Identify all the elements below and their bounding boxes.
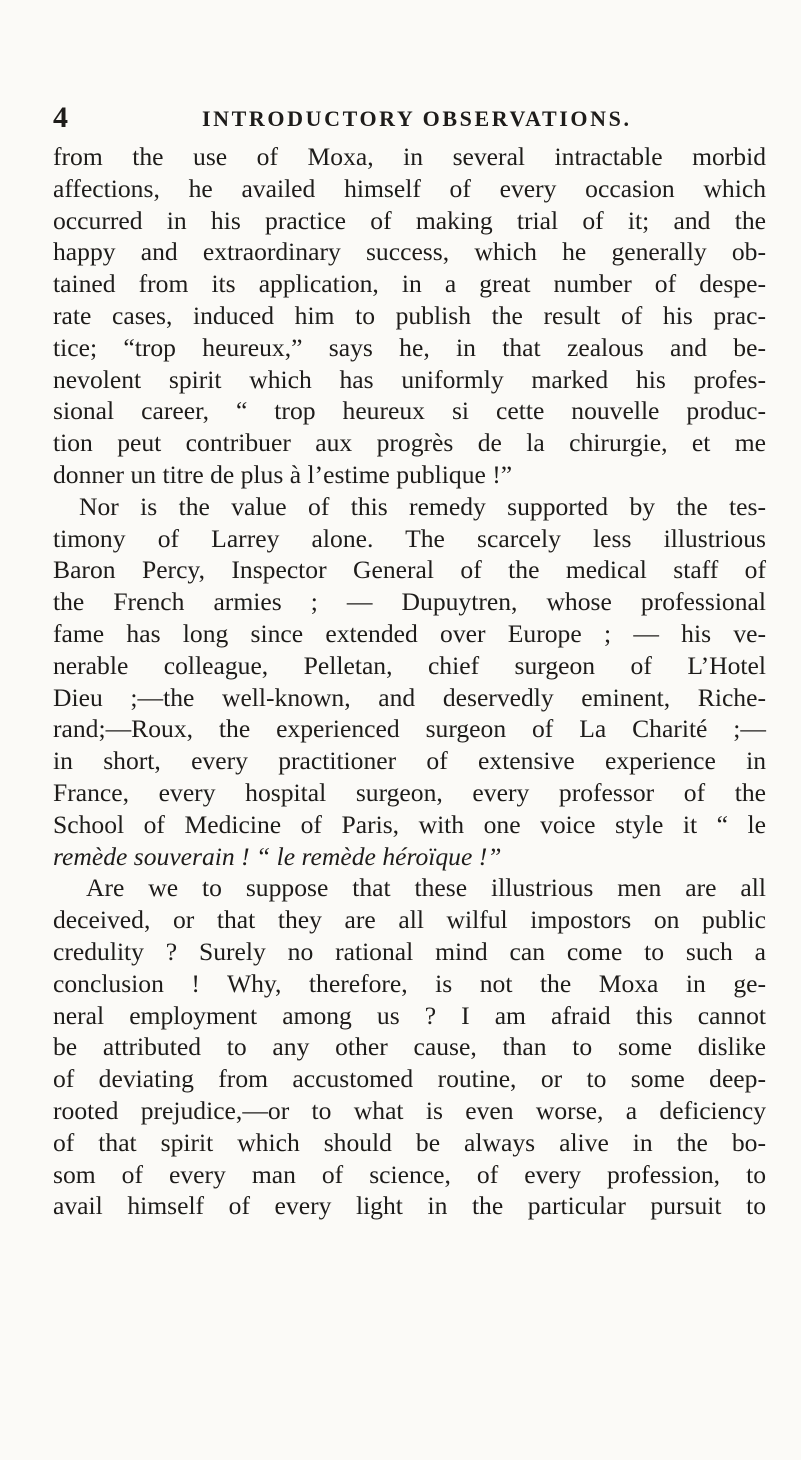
text-line: tice; “trop heureux,” says he, in that zealous and be- (53, 332, 766, 362)
text-line: tained from its application, in a great number of despe- (53, 269, 766, 299)
text-line: rand;—Roux, the experienced surgeon of La Charité ;— (53, 714, 766, 744)
paragraph-end-line: donner un titre de plus à l’estime publique !” (53, 459, 513, 489)
text-line: of deviating from accustomed routine, or to some deep- (53, 1064, 766, 1094)
text-line: occurred in his practice of making trial of it; and the (53, 205, 766, 235)
text-line: in short, every practitioner of extensive experience in (53, 746, 766, 776)
text-line: happy and extraordinary success, which he generally ob- (53, 237, 766, 267)
text-line: credulity ? Surely no rational mind can come to such a (53, 936, 766, 966)
text-line: fame has long since extended over Europe ; — his ve- (53, 618, 766, 648)
text-line: conclusion ! Why, therefore, is not the Moxa in ge- (53, 968, 766, 998)
text-line: the French armies ; — Dupuytren, whose professional (53, 587, 766, 617)
text-line: be attributed to any other cause, than to some dislike (53, 1032, 766, 1062)
paragraph-start-line: Nor is the value of this remedy supported by the tes- (79, 491, 766, 521)
text-line: Dieu ;—the well-known, and deservedly eminent, Riche- (53, 682, 766, 712)
text-line: from the use of Moxa, in several intractable morbid (53, 142, 766, 171)
body-text (53, 141, 766, 1222)
italic-quote-1: remède souverain ! (53, 841, 250, 871)
text-line: France, every hospital surgeon, every professor of the (53, 777, 766, 807)
text-line: neral employment among us ? I am afraid this cannot (53, 1000, 766, 1030)
italic-quote-2: “ le remède héroïque !” (256, 841, 502, 871)
text-line: som of every man of science, of every profession, to (53, 1159, 766, 1189)
text-line: timony of Larrey alone. The scarcely less illustrious (53, 523, 766, 553)
paragraph-start-line: Are we to suppose that these illustrious men are all (86, 873, 766, 903)
running-head: INTRODUCTORY OBSERVATIONS. (202, 106, 632, 131)
text-line: nevolent spirit which has uniformly marked his profes- (53, 364, 766, 394)
text-line: School of Medicine of Paris, with one voice style it “ le (53, 809, 766, 839)
italic-quote-line (53, 841, 766, 873)
text-line: nerable colleague, Pelletan, chief surgeon of L’Hotel (53, 650, 766, 680)
page-number: 4 (53, 101, 68, 134)
text-line: rooted prejudice,—or to what is even worse, a deficiency (53, 1095, 766, 1125)
text-line: affections, he availed himself of every occasion which (53, 173, 766, 203)
text-line: deceived, or that they are all wilful impostors on public (53, 905, 766, 935)
text-line: tion peut contribuer aux progrès de la chirurgie, et me (53, 428, 766, 458)
text-line: avail himself of every light in the particular pursuit to (53, 1191, 766, 1221)
page-header (53, 101, 765, 135)
text-line: Baron Percy, Inspector General of the medical staff of (53, 555, 766, 585)
text-line: of that spirit which should be always alive in the bo- (53, 1127, 766, 1157)
text-line: sional career, “ trop heureux si cette nouvelle produc- (53, 396, 766, 426)
text-line: rate cases, induced him to publish the result of his prac- (53, 300, 766, 330)
